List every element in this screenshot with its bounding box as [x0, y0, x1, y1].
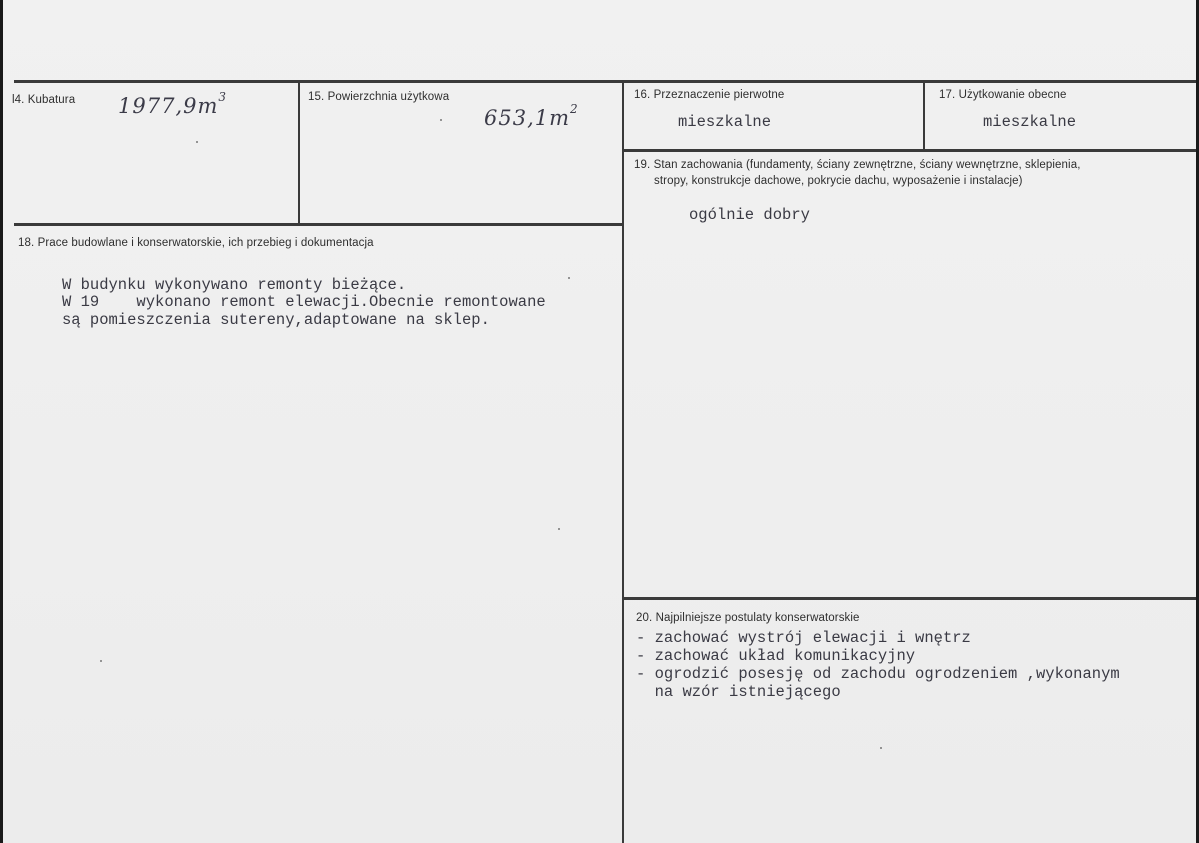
kubatura-unit: m: [197, 94, 219, 118]
uzytkowanie-label: 17. Użytkowanie obecne: [939, 89, 1067, 101]
card-left-edge: [0, 0, 3, 843]
paper-speck: [440, 119, 442, 121]
prace-label: 18. Prace budowlane i konserwatorskie, ich przebieg i dokumentacja: [18, 237, 374, 249]
lower-right-rule: [622, 597, 1196, 600]
przeznaczenie-value: mieszkalne: [678, 113, 772, 131]
kubatura-exponent: 3: [218, 90, 228, 104]
paper-speck: [196, 141, 198, 143]
prace-line-2: W 19 wykonano remont elewacji.Obecnie remontowane: [62, 293, 546, 311]
powierzchnia-number: 653,1: [484, 106, 550, 130]
prace-line-1: W budynku wykonywano remonty bieżące.: [62, 276, 407, 294]
powierzchnia-value: [484, 102, 579, 130]
kubatura-number: 1977,9: [118, 94, 198, 118]
mid-right-rule: [622, 149, 1196, 152]
stan-label-line2: stropy, konstrukcje dachowe, pokrycie dachu, wyposażenie i instalacje): [654, 175, 1023, 187]
divider-14-15: [298, 80, 300, 224]
uzytkowanie-value: mieszkalne: [983, 113, 1077, 131]
divider-16-17: [923, 80, 925, 150]
mid-left-rule: [14, 223, 624, 226]
paper-speck: [880, 747, 882, 749]
paper-speck: [558, 528, 560, 530]
stan-value: ogólnie dobry: [689, 206, 810, 224]
prace-line-3: są pomieszczenia sutereny,adaptowane na sklep.: [62, 311, 490, 329]
divider-main: [622, 80, 624, 843]
postulaty-label: 20. Najpilniejsze postulaty konserwatorskie: [636, 612, 860, 624]
powierzchnia-exponent: 2: [570, 102, 579, 116]
top-rule: [14, 80, 1196, 83]
postulaty-line-4: na wzór istniejącego: [636, 683, 841, 701]
paper-speck: [100, 660, 102, 662]
stan-label-line1: 19. Stan zachowania (fundamenty, ściany zewnętrzne, ściany wewnętrzne, sklepienia,: [634, 159, 1081, 171]
paper-speck: [568, 277, 570, 279]
powierzchnia-unit: m: [549, 106, 571, 130]
przeznaczenie-label: 16. Przeznaczenie pierwotne: [634, 89, 785, 101]
postulaty-line-3: - ogrodzić posesję od zachodu ogrodzeniem ,wykonanym: [636, 665, 1120, 683]
postulaty-line-1: - zachować wystrój elewacji i wnętrz: [636, 629, 971, 647]
powierzchnia-label: 15. Powierzchnia użytkowa: [308, 91, 450, 103]
postulaty-line-2: - zachować układ komunikacyjny: [636, 647, 916, 665]
kubatura-value: [118, 90, 228, 118]
kubatura-label: l4. Kubatura: [12, 94, 76, 106]
